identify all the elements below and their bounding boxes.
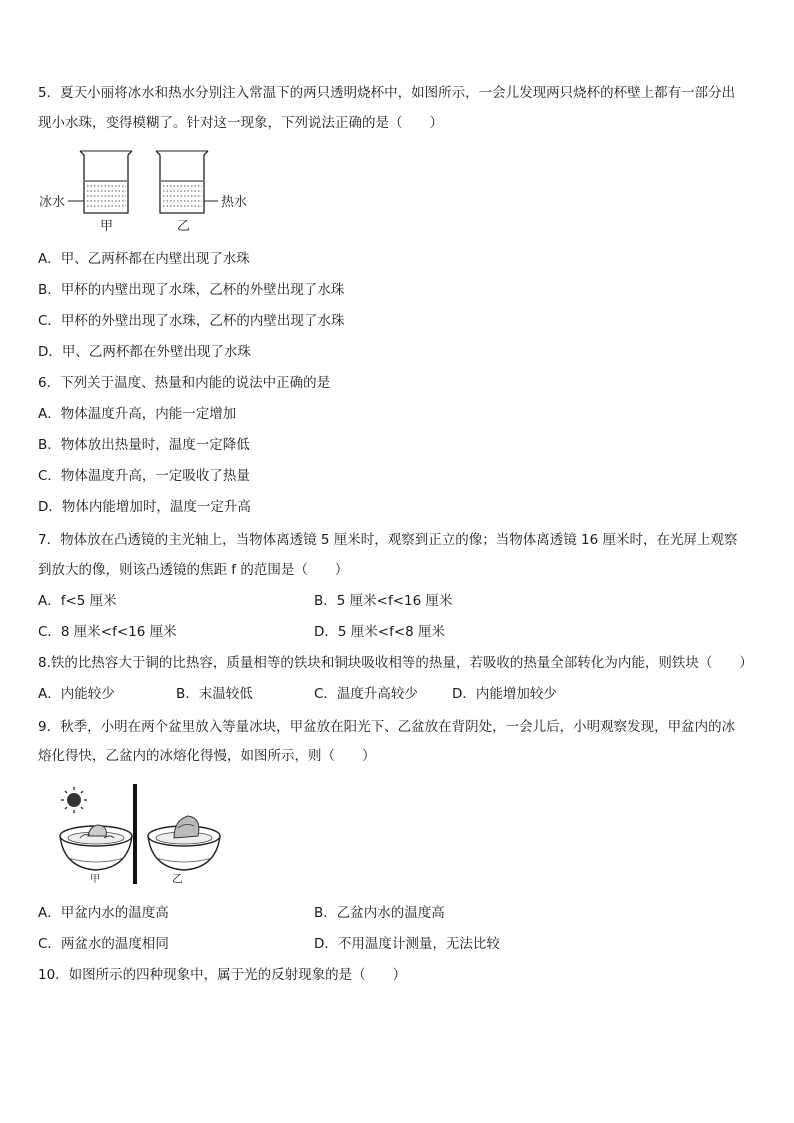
- q5-option-c: C．甲杯的外壁出现了水珠，乙杯的内壁出现了水珠: [38, 313, 345, 329]
- q8-option-d: D．内能增加较少: [452, 686, 557, 702]
- q7-stem-line1: 7．物体放在凸透镜的主光轴上，当物体离透镜 5 厘米时，观察到正立的像；当物体离透镜 16 厘米时，在光屏上观察: [38, 532, 738, 548]
- q6-stem: 6．下列关于温度、热量和内能的说法中正确的是: [38, 375, 331, 391]
- q8-option-b: B．末温较低: [176, 686, 253, 702]
- q9-stem-line2: 熔化得快，乙盆内的冰熔化得慢，如图所示，则（ ）: [38, 748, 376, 764]
- label-basin-jia: 甲: [90, 874, 100, 885]
- q7-option-a: A．f<5 厘米: [38, 593, 117, 609]
- q6-option-d: D．物体内能增加时，温度一定升高: [38, 499, 251, 515]
- basin-jia: [60, 825, 132, 870]
- q9-option-b: B．乙盆内水的温度高: [314, 905, 445, 921]
- q6-option-c: C．物体温度升高，一定吸收了热量: [38, 468, 250, 484]
- sun-icon: [61, 787, 87, 813]
- q7-option-d: D．5 厘米<f<8 厘米: [314, 624, 446, 640]
- label-hot-water: 热水: [221, 195, 248, 210]
- q9-stem-line1: 9．秋季，小明在两个盆里放入等量冰块，甲盆放在阳光下、乙盆放在背阴处，一会儿后，小明观察发现，甲盆内的冰: [38, 719, 736, 735]
- q7-stem-line2: 到放大的像，则该凸透镜的焦距 f 的范围是（ ）: [38, 562, 349, 578]
- basin-yi: [148, 816, 220, 870]
- q9-option-c: C．两盆水的温度相同: [38, 936, 169, 952]
- beaker-yi: [156, 151, 208, 213]
- q5-option-d: D．甲、乙两杯都在外壁出现了水珠: [38, 344, 251, 360]
- q8-stem: 8.铁的比热容大于铜的比热容，质量相等的铁块和铜块吸收相等的热量，若吸收的热量全部转化为内能，则铁块（ ）: [38, 655, 753, 671]
- label-basin-yi: 乙: [172, 872, 183, 885]
- beaker-jia: [80, 151, 132, 213]
- q7-option-c: C．8 厘米<f<16 厘米: [38, 624, 177, 640]
- q9-option-d: D．不用温度计测量，无法比较: [314, 936, 500, 952]
- q8-option-c: C．温度升高较少: [314, 686, 418, 702]
- label-cup-jia: 甲: [100, 219, 114, 234]
- q5-option-b: B．甲杯的内壁出现了水珠，乙杯的外壁出现了水珠: [38, 282, 345, 298]
- label-ice-water: 冰水: [39, 195, 66, 210]
- q8-option-a: A．内能较少: [38, 686, 115, 702]
- q5-stem-line1: 5．夏天小丽将冰水和热水分别注入常温下的两只透明烧杯中，如图所示，一会儿发现两只烧杯的杯壁上都有一部分出: [38, 85, 736, 101]
- q6-option-a: A．物体温度升高，内能一定增加: [38, 406, 237, 422]
- q5-option-a: A．甲、乙两杯都在内壁出现了水珠: [38, 251, 250, 267]
- q10-stem: 10．如图所示的四种现象中，属于光的反射现象的是（ ）: [38, 967, 407, 983]
- shade-wall: [133, 784, 137, 884]
- q9-option-a: A．甲盆内水的温度高: [38, 905, 169, 921]
- basins-figure: [38, 778, 258, 888]
- q5-stem-line2: 现小水珠，变得模糊了。针对这一现象，下列说法正确的是（ ）: [38, 115, 443, 131]
- q7-option-b: B．5 厘米<f<16 厘米: [314, 593, 453, 609]
- beakers-figure: [38, 145, 258, 235]
- label-cup-yi: 乙: [177, 219, 191, 234]
- q6-option-b: B．物体放出热量时，温度一定降低: [38, 437, 250, 453]
